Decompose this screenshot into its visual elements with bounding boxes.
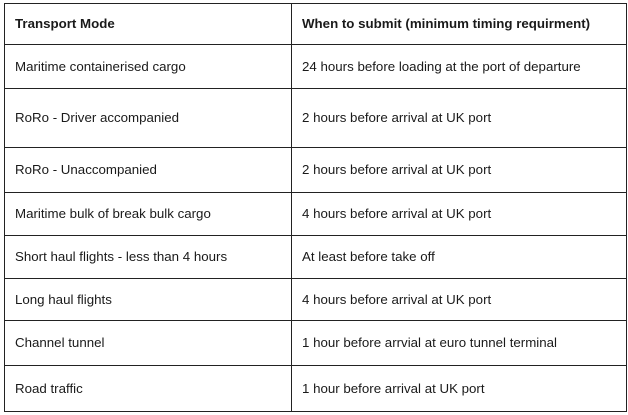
transport-mode-cell: Maritime containerised cargo — [5, 45, 292, 89]
table-row — [5, 321, 627, 366]
transport-mode-cell: Channel tunnel — [5, 321, 292, 366]
table-row — [5, 193, 627, 236]
transport-timing-table — [4, 3, 627, 412]
submit-timing-cell: 2 hours before arrival at UK port — [292, 148, 627, 193]
header-transport-mode: Transport Mode — [5, 4, 292, 45]
header-when-to-submit: When to submit (minimum timing requirment) — [292, 4, 627, 45]
table-header-row — [5, 4, 627, 45]
table-row — [5, 148, 627, 193]
table-row — [5, 45, 627, 89]
table-row — [5, 89, 627, 148]
transport-mode-cell: Road traffic — [5, 366, 292, 412]
table-row — [5, 279, 627, 321]
submit-timing-cell: 24 hours before loading at the port of departure — [292, 45, 627, 89]
submit-timing-cell: 1 hour before arrival at UK port — [292, 366, 627, 412]
table-row — [5, 236, 627, 279]
submit-timing-cell: 4 hours before arrival at UK port — [292, 193, 627, 236]
transport-mode-cell: RoRo - Driver accompanied — [5, 89, 292, 148]
transport-mode-cell: Long haul flights — [5, 279, 292, 321]
transport-mode-cell: RoRo - Unaccompanied — [5, 148, 292, 193]
submit-timing-cell: At least before take off — [292, 236, 627, 279]
table-row — [5, 366, 627, 412]
submit-timing-cell: 2 hours before arrival at UK port — [292, 89, 627, 148]
submit-timing-cell: 1 hour before arrvial at euro tunnel terminal — [292, 321, 627, 366]
submit-timing-cell: 4 hours before arrival at UK port — [292, 279, 627, 321]
transport-mode-cell: Short haul flights - less than 4 hours — [5, 236, 292, 279]
transport-mode-cell: Maritime bulk of break bulk cargo — [5, 193, 292, 236]
